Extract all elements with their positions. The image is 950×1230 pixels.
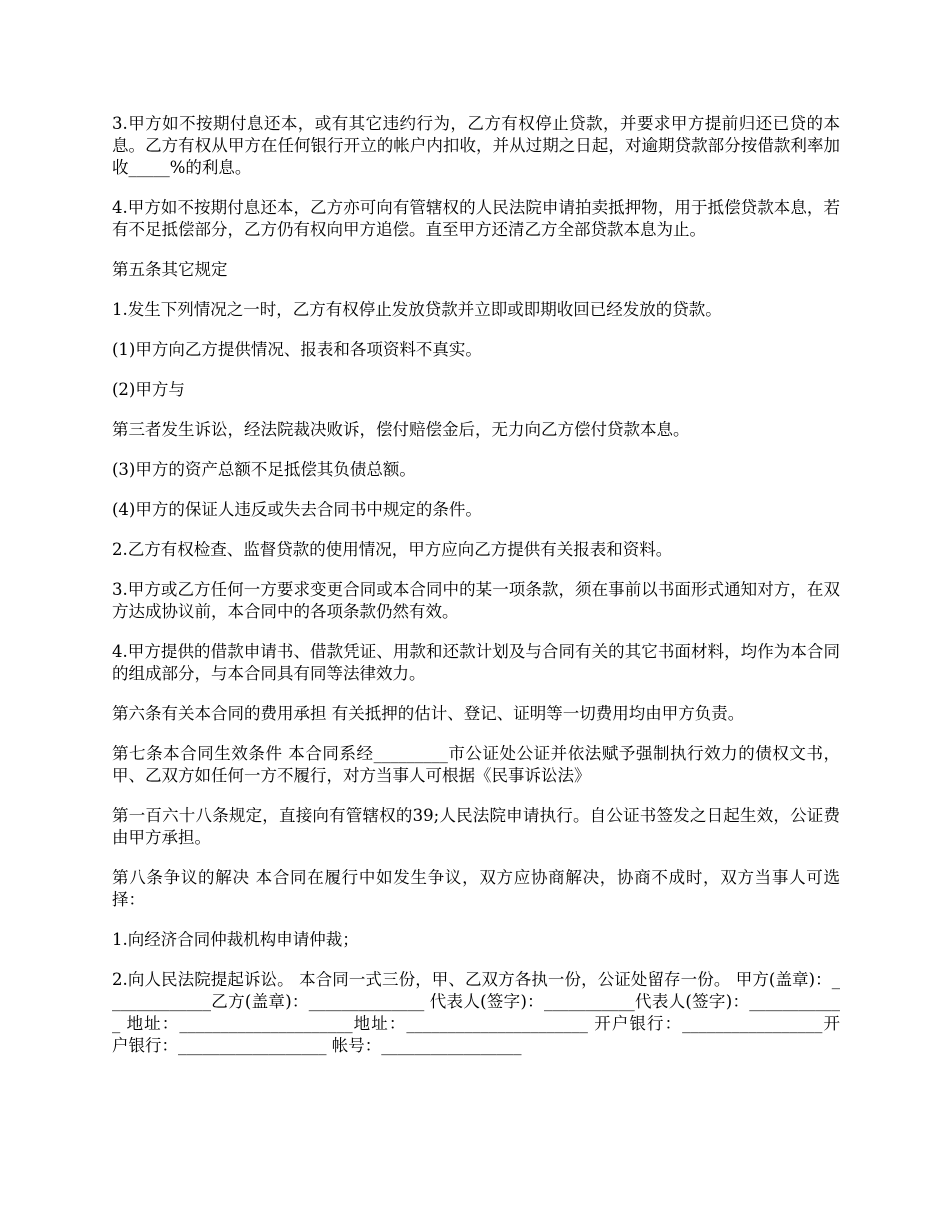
paragraph-item-3: (3)甲方的资产总额不足抵偿其负债总额。 bbox=[112, 460, 416, 479]
section-heading-article-5: 第五条其它规定 bbox=[112, 260, 228, 279]
paragraph-article-7: 第七条本合同生效条件 本合同系经_________市公证处公证并依法赋予强制执行效力的债权文书，甲、乙双方如任何一方不履行，对方当事人可根据《民事诉讼法》 bbox=[112, 744, 840, 785]
paragraph-clause-4-3: 3.甲方如不按期付息还本，或有其它违约行为，乙方有权停止贷款，并要求甲方提前归还已贷的本息。乙方有权从甲方在任何银行开立的帐户内扣收，并从过期之日起，对逾期贷款部分按借款利率加收_____%的利息。 bbox=[112, 114, 840, 177]
paragraph-article-8-option-2-signatures: 2.向人民法院提起诉讼。 本合同一式三份，甲、乙双方各执一份，公证处留存一份。 甲方(盖章)：_____________乙方(盖章)：______________ 代表人(签字)：___________代表人(签字)：____________ 地址：_____________________地址：______________________ 开户银行：_________________开户银行：__________________ 帐号：_________________ bbox=[112, 970, 840, 1055]
document-page bbox=[112, 113, 840, 1075]
paragraph-article-8-option-1: 1.向经济合同仲裁机构申请仲裁； bbox=[112, 930, 359, 949]
paragraph-clause-4-4: 4.甲方如不按期付息还本，乙方亦可向有管辖权的人民法院申请拍卖抵押物，用于抵偿贷款本息，若有不足抵偿部分，乙方仍有权向甲方追偿。直至甲方还清乙方全部贷款本息为止。 bbox=[112, 198, 840, 239]
paragraph-item-1: (1)甲方向乙方提供情况、报表和各项资料不真实。 bbox=[112, 340, 482, 359]
paragraph-clause-5-3: 3.甲方或乙方任何一方要求变更合同或本合同中的某一项条款，须在事前以书面形式通知对方，在双方达成协议前，本合同中的各项条款仍然有效。 bbox=[112, 580, 840, 621]
paragraph-article-8: 第八条争议的解决 本合同在履行中如发生争议，双方应协商解决，协商不成时，双方当事人可选择： bbox=[112, 868, 840, 909]
paragraph-clause-5-1: 1.发生下列情况之一时，乙方有权停止发放贷款并立即或即期收回已经发放的贷款。 bbox=[112, 300, 722, 319]
paragraph-clause-5-2: 2.乙方有权检查、监督贷款的使用情况，甲方应向乙方提供有关报表和资料。 bbox=[112, 540, 673, 559]
paragraph-item-2-continued: 第三者发生诉讼，经法院裁决败诉，偿付赔偿金后，无力向乙方偿付贷款本息。 bbox=[112, 420, 690, 439]
paragraph-article-6: 第六条有关本合同的费用承担 有关抵押的估计、登记、证明等一切费用均由甲方负责。 bbox=[112, 704, 745, 723]
paragraph-clause-5-4: 4.甲方提供的借款申请书、借款凭证、用款和还款计划及与合同有关的其它书面材料，均作为本合同的组成部分，与本合同具有同等法律效力。 bbox=[112, 642, 840, 683]
paragraph-item-4: (4)甲方的保证人违反或失去合同书中规定的条件。 bbox=[112, 500, 482, 519]
paragraph-item-2: (2)甲方与 bbox=[112, 380, 185, 399]
paragraph-article-7-continued: 第一百六十八条规定，直接向有管辖权的39;人民法院申请执行。自公证书签发之日起生效，公证费由甲方承担。 bbox=[112, 806, 840, 847]
